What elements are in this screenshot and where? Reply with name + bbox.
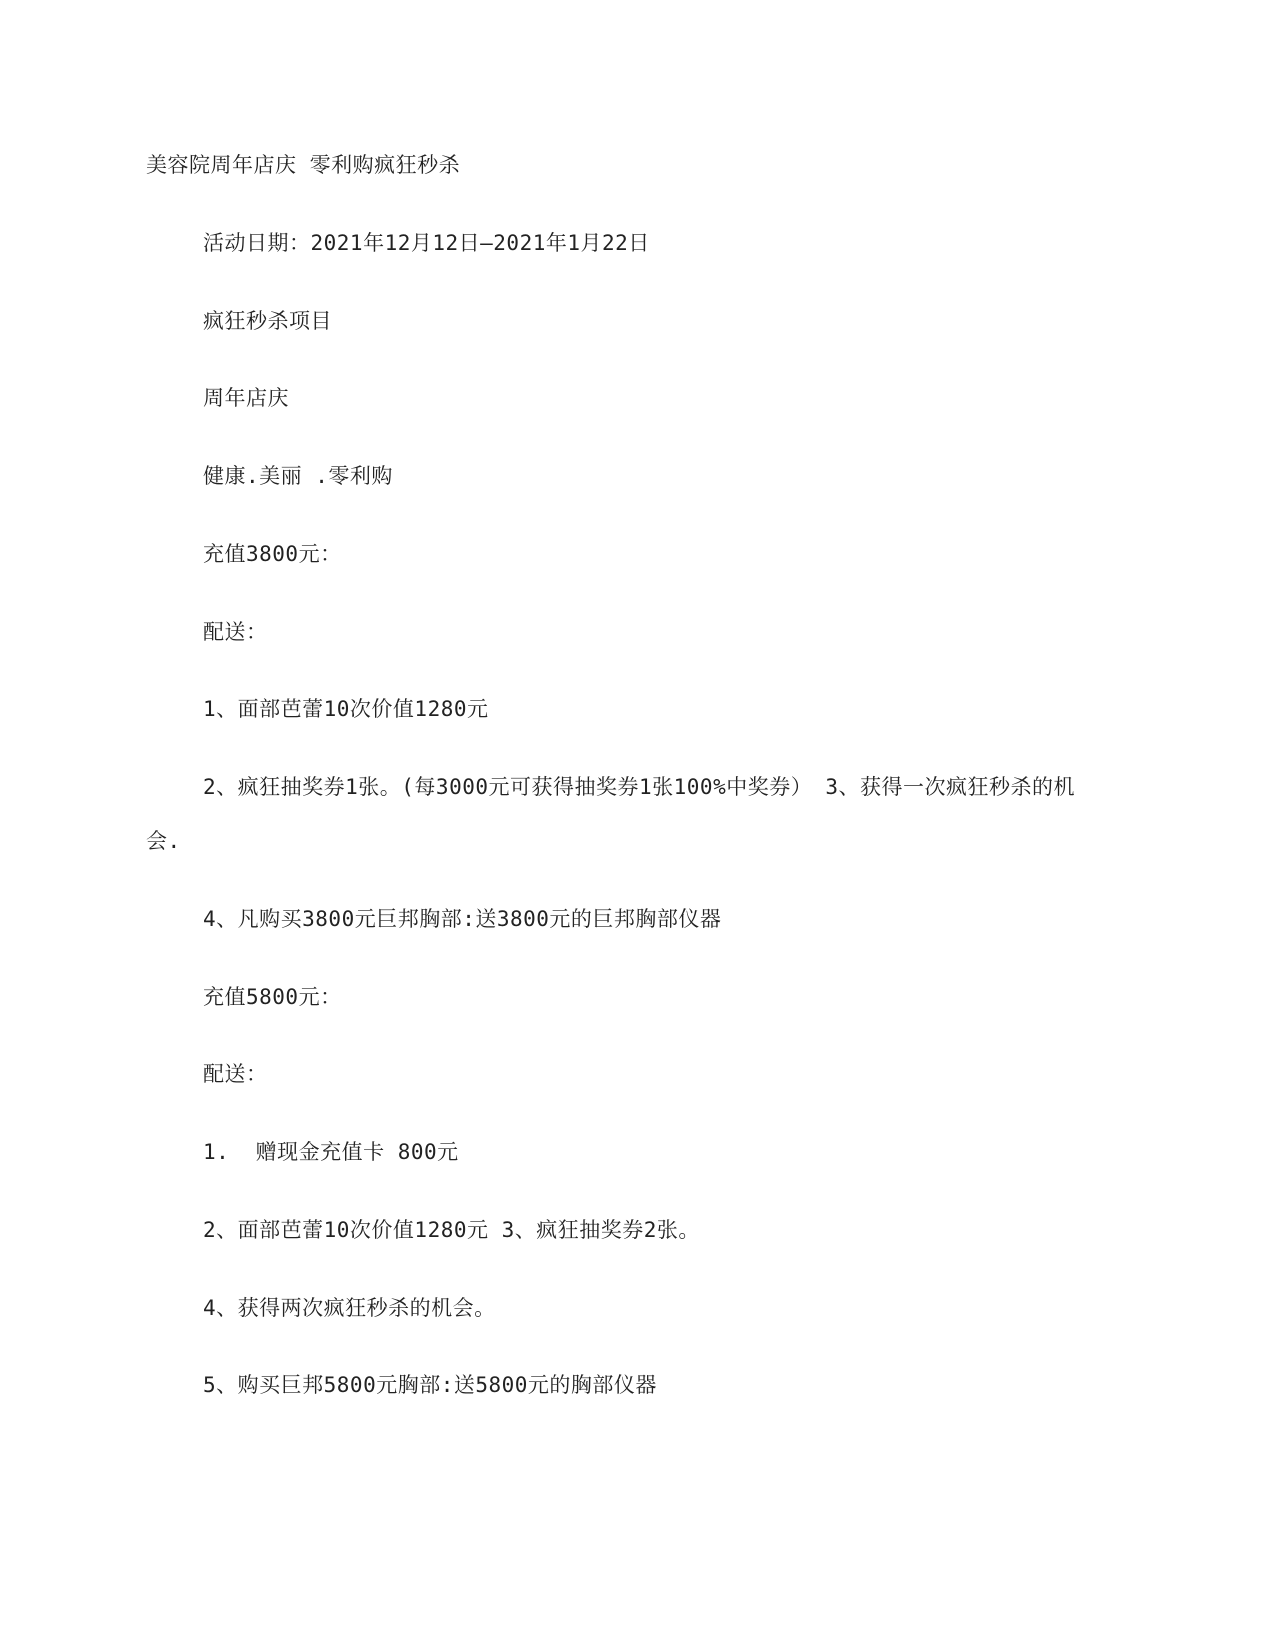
gift-heading: 配送： <box>203 1062 268 1086</box>
recharge-heading: 充值5800元： <box>203 985 342 1009</box>
recharge-heading: 充值3800元： <box>203 542 342 566</box>
list-item: 4、获得两次疯狂秒杀的机会。 <box>203 1296 496 1320</box>
list-item: 1. 赠现金充值卡 800元 <box>203 1140 459 1164</box>
list-item: 2、疯狂抽奖券1张。(每3000元可获得抽奖券1张100%中奖券） 3、获得一次疯狂秒杀的机 <box>203 775 1075 799</box>
gift-heading: 配送： <box>203 620 268 644</box>
list-item: 1、面部芭蕾10次价值1280元 <box>203 697 489 721</box>
slogan: 健康.美丽 .零利购 <box>203 464 393 488</box>
section-heading: 疯狂秒杀项目 <box>203 309 332 333</box>
activity-date: 活动日期：2021年12月12日—2021年1月22日 <box>203 231 650 255</box>
list-item: 4、凡购买3800元巨邦胸部:送3800元的巨邦胸部仪器 <box>203 907 722 931</box>
list-item: 2、面部芭蕾10次价值1280元 3、疯狂抽奖券2张。 <box>203 1218 700 1242</box>
list-item-continuation: 会. <box>146 829 181 853</box>
section-heading: 周年店庆 <box>203 386 289 410</box>
document-title: 美容院周年店庆 零利购疯狂秒杀 <box>146 153 461 177</box>
list-item: 5、购买巨邦5800元胸部:送5800元的胸部仪器 <box>203 1373 657 1397</box>
